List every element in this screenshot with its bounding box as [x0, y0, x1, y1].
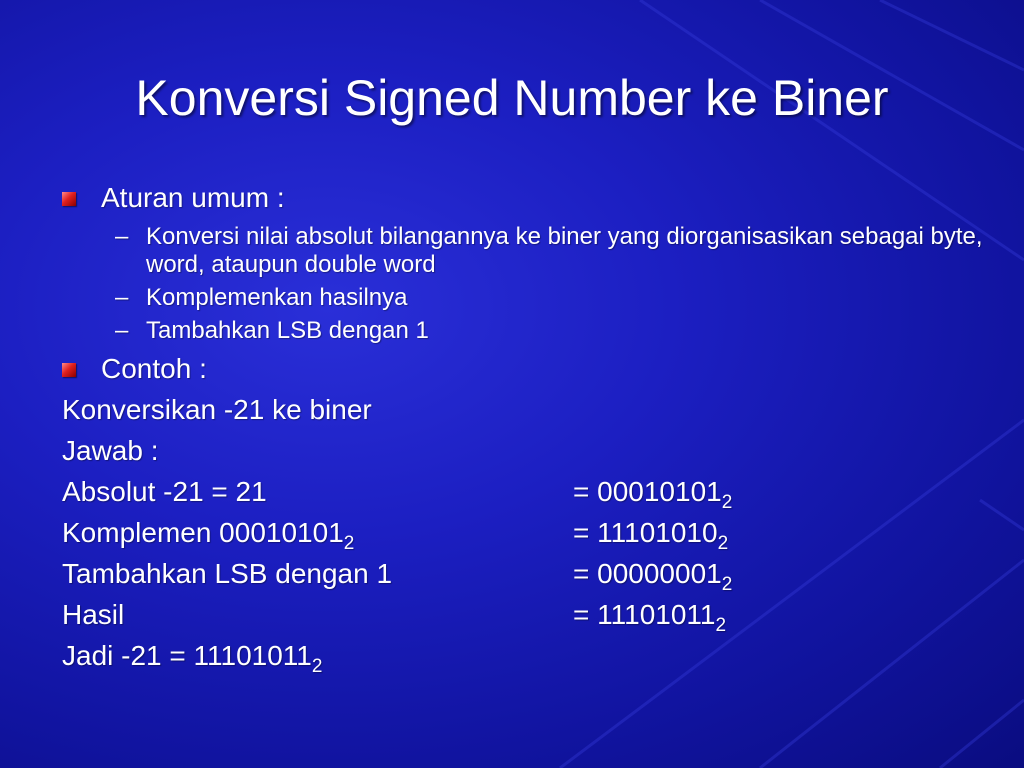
calc-lhs: Hasil	[62, 599, 125, 630]
red-square-bullet-icon	[62, 363, 76, 377]
subitem-text: Tambahkan LSB dengan 1	[146, 317, 429, 344]
subitem-text: Konversi nilai absolut bilangannya ke biner yang diorganisasikan sebagai byte, word, ataupun double word	[146, 223, 983, 278]
example-conclusion: Jadi $-21 = 11101011_2$	[62, 640, 323, 677]
dash-icon: –	[115, 223, 129, 250]
red-square-bullet-icon	[62, 192, 76, 206]
example-question: Konversikan -21 ke biner	[62, 394, 372, 425]
calc-lhs: Tambahkan LSB dengan 1	[62, 558, 393, 589]
bullet-label: Aturan umum :	[101, 182, 285, 213]
dash-icon: –	[115, 317, 129, 344]
bullet-label: Contoh :	[101, 353, 207, 384]
subitem-text: Komplemenkan hasilnya	[146, 284, 408, 311]
slide-title: Konversi Signed Number ke Biner	[135, 70, 889, 126]
calc-rhs: = $11101011_2$	[573, 599, 727, 636]
calc-lhs: Absolut -21 = 21	[62, 476, 267, 507]
example-answer-label: Jawab :	[62, 435, 159, 466]
calc-rhs: = $00010101_2$	[573, 476, 733, 513]
dash-icon: –	[115, 284, 129, 311]
calc-rhs: = $11101010_2$	[573, 517, 729, 554]
calc-lhs: Komplemen $00010101_2$	[62, 517, 355, 554]
calc-rhs: = $00000001_2$	[573, 558, 733, 595]
